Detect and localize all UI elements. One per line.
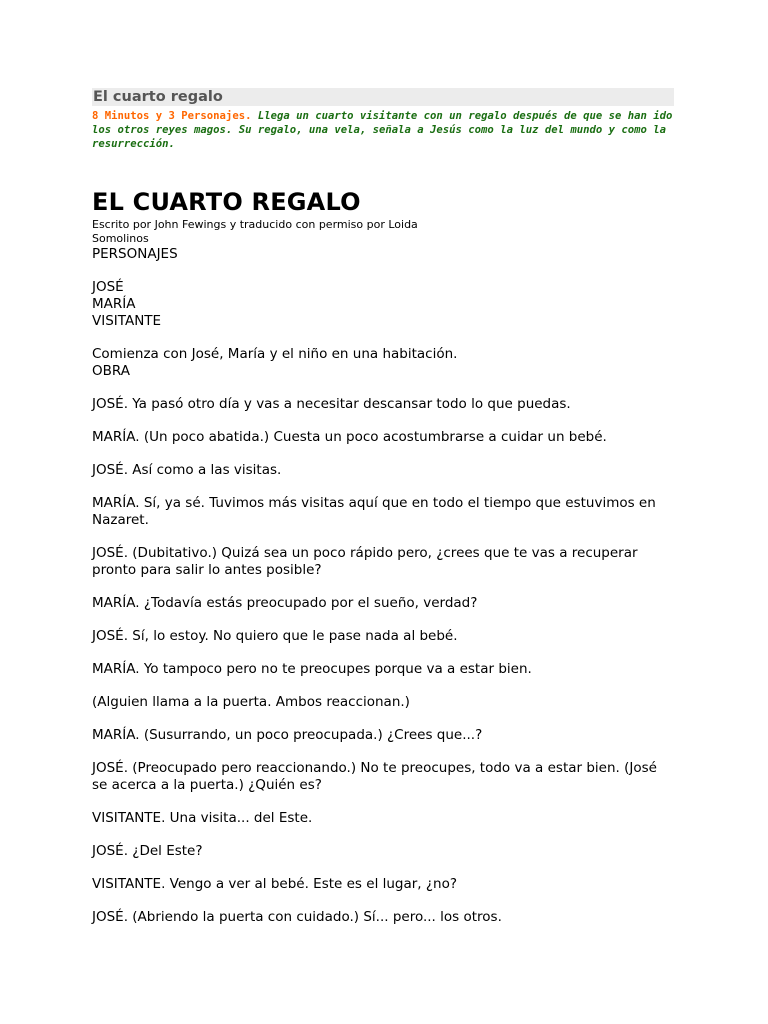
summary-lead: 8 Minutos y 3 Personajes. — [92, 110, 252, 122]
character-jose: JOSÉ — [92, 279, 124, 295]
dialogue-line: JOSÉ. (Abriendo la puerta con cuidado.) Sí... pero... los otros. — [92, 909, 502, 925]
byline: Escrito por John Fewings y traducido con permiso por Loida Somolinos — [92, 218, 418, 245]
dialogue-line: JOSÉ. ¿Del Este? — [92, 843, 203, 859]
character-maria: MARÍA — [92, 296, 136, 312]
dialogue-line: JOSÉ. Ya pasó otro día y vas a necesitar descansar todo lo que puedas. — [92, 396, 571, 412]
dialogue-line: MARÍA. Sí, ya sé. Tuvimos más visitas aquí que en todo el tiempo que estuvimos en Nazaret. — [92, 495, 656, 528]
document-title-bar — [92, 88, 674, 106]
personajes-label: PERSONAJES — [92, 246, 178, 262]
dialogue-line: VISITANTE. Una visita... del Este. — [92, 810, 313, 826]
dialogue-line: JOSÉ. Así como a las visitas. — [92, 462, 282, 478]
dialogue-line: MARÍA. (Susurrando, un poco preocupada.) ¿Crees que...? — [92, 727, 483, 743]
stage-direction: (Alguien llama a la puerta. Ambos reaccionan.) — [92, 694, 410, 710]
dialogue-line: MARÍA. (Un poco abatida.) Cuesta un poco acostumbrarse a cuidar un bebé. — [92, 429, 607, 445]
summary — [92, 109, 674, 151]
dialogue-line: MARÍA. Yo tampoco pero no te preocupes porque va a estar bien. — [92, 661, 532, 677]
dialogue-line: MARÍA. ¿Todavía estás preocupado por el sueño, verdad? — [92, 595, 478, 611]
intro-text: Comienza con José, María y el niño en una habitación. — [92, 346, 458, 362]
summary-text: Llega un cuarto visitante con un regalo después de que se han ido los otros reyes magos. Su regalo, una vela, señala a Jesús como la luz del mundo y como la resurrección. — [92, 110, 673, 150]
document-page — [92, 88, 674, 926]
dialogue-line: JOSÉ. (Dubitativo.) Quizá sea un poco rápido pero, ¿crees que te vas a recuperar pronto para salir lo antes posible? — [92, 545, 638, 578]
script-heading: EL CUARTO REGALO — [92, 188, 361, 216]
document-title: El cuarto regalo — [93, 89, 223, 105]
obra-label: OBRA — [92, 363, 130, 379]
dialogue-line: JOSÉ. (Preocupado pero reaccionando.) No te preocupes, todo va a estar bien. (José se acerca a la puerta.) ¿Quién es? — [92, 760, 657, 793]
script-body — [92, 246, 674, 926]
dialogue-line: VISITANTE. Vengo a ver al bebé. Este es el lugar, ¿no? — [92, 876, 458, 892]
dialogue-line: JOSÉ. Sí, lo estoy. No quiero que le pase nada al bebé. — [92, 628, 458, 644]
character-visitante: VISITANTE — [92, 313, 162, 329]
